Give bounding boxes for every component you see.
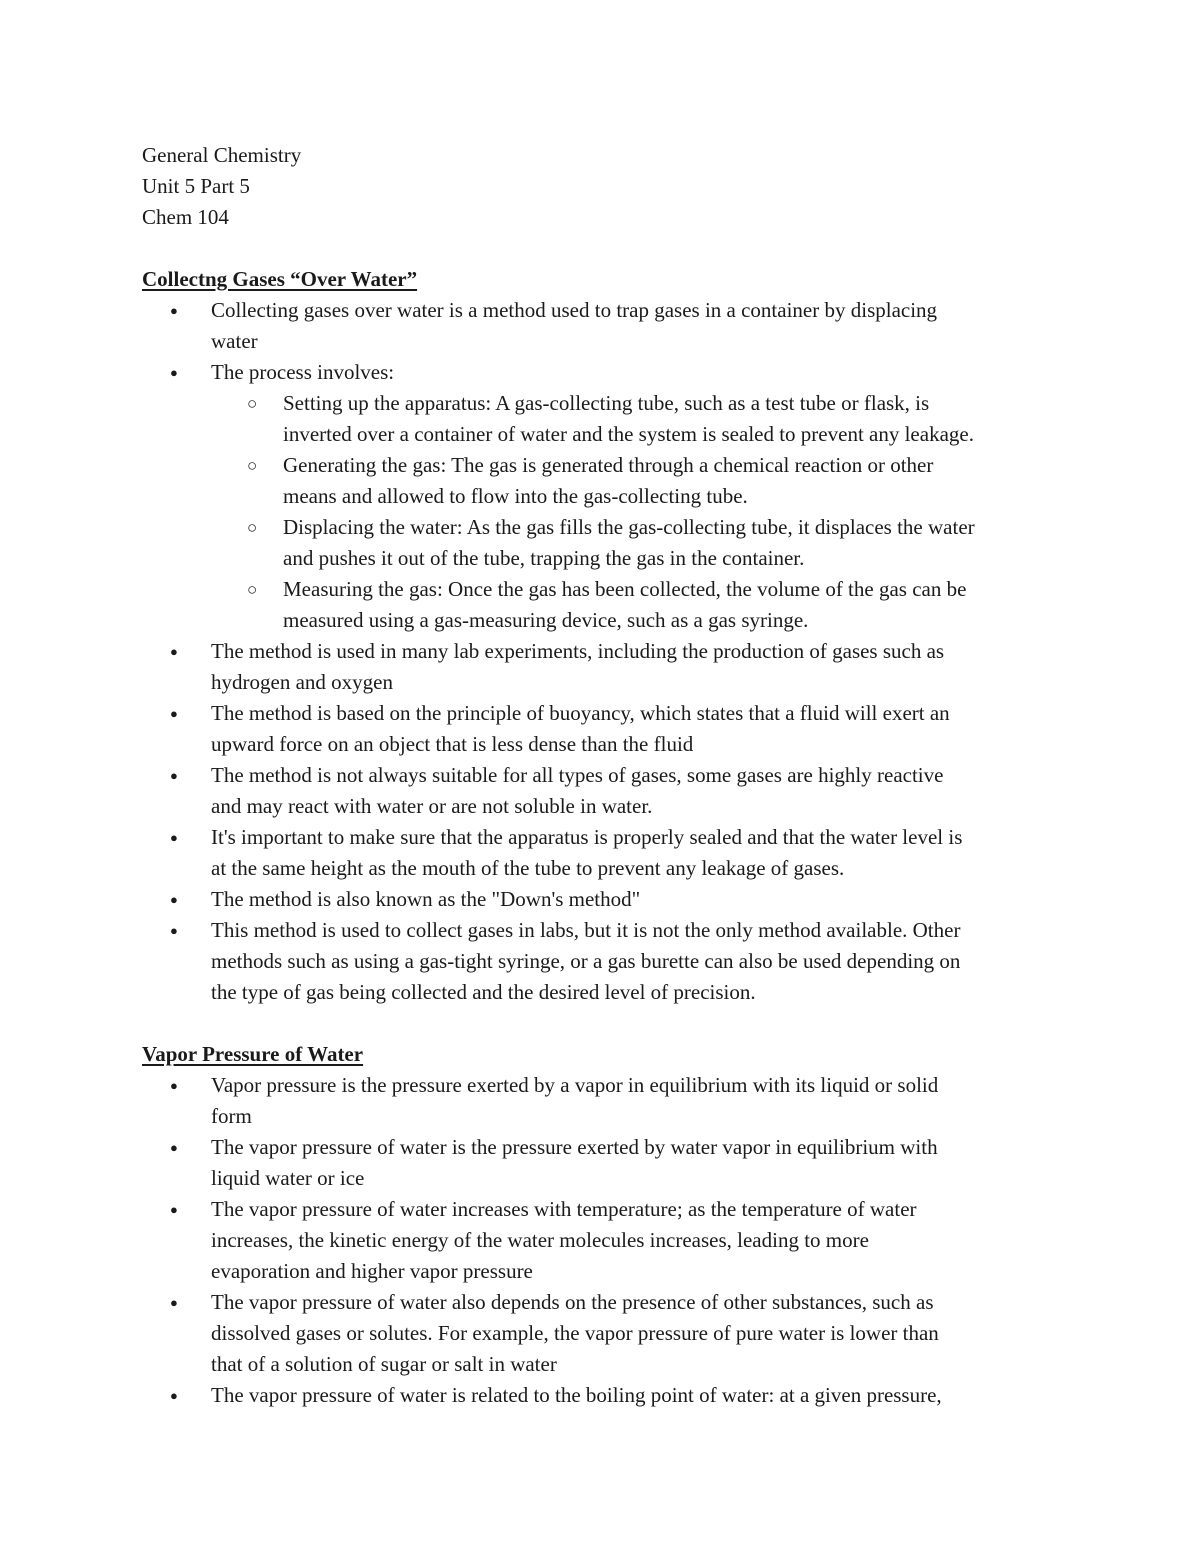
- item-text-line: Setting up the apparatus: A gas-collecting tube, such as a test tube or flask, is: [283, 391, 930, 415]
- list-item: [142, 295, 1072, 357]
- item-text-line: hydrogen and oxygen: [211, 670, 393, 694]
- list-item: [142, 915, 1072, 1008]
- bullet-icon: ●: [170, 1078, 178, 1093]
- item-text-line: dissolved gases or solutes. For example, the vapor pressure of pure water is lower than: [211, 1321, 939, 1345]
- bullet-icon: ●: [170, 644, 178, 659]
- sub-list-item: [142, 512, 1072, 574]
- item-text-line: inverted over a container of water and the system is sealed to prevent any leakage.: [283, 422, 974, 446]
- sub-list-item: [142, 450, 1072, 512]
- hollow-bullet-icon: ○: [247, 456, 258, 475]
- bullet-icon: ●: [170, 830, 178, 845]
- sub-list-item: [142, 388, 1072, 450]
- item-text-line: The vapor pressure of water is related to the boiling point of water: at a given pressure,: [211, 1383, 942, 1407]
- item-text-line: measured using a gas-measuring device, such as a gas syringe.: [283, 608, 809, 632]
- item-text-line: The method is used in many lab experiments, including the production of gases such as: [211, 639, 945, 663]
- list-item: [142, 698, 1072, 760]
- hollow-bullet-icon: ○: [247, 580, 258, 599]
- course-code: Chem 104: [142, 205, 229, 229]
- section: [142, 264, 1072, 1039]
- item-text-line: Collecting gases over water is a method used to trap gases in a container by displacing: [211, 298, 938, 322]
- list-item: [142, 636, 1072, 698]
- item-text-line: water: [211, 329, 258, 353]
- bullet-icon: ●: [170, 768, 178, 783]
- list-item: [142, 884, 1072, 915]
- item-text-line: The process involves:: [211, 360, 395, 384]
- bullet-icon: ●: [170, 892, 178, 907]
- list-item: [142, 760, 1072, 822]
- item-text-line: and pushes it out of the tube, trapping the gas in the container.: [283, 546, 805, 570]
- bullet-icon: ●: [170, 1388, 178, 1403]
- item-text-line: evaporation and higher vapor pressure: [211, 1259, 533, 1283]
- item-text-line: liquid water or ice: [211, 1166, 365, 1190]
- bullet-icon: ●: [170, 303, 178, 318]
- document-page: [142, 140, 1072, 1411]
- item-text-line: upward force on an object that is less dense than the fluid: [211, 732, 694, 756]
- hollow-bullet-icon: ○: [247, 394, 258, 413]
- spacer: [142, 1008, 1072, 1039]
- list-item: [142, 1287, 1072, 1380]
- item-text-line: This method is used to collect gases in labs, but it is not the only method available. Other: [211, 918, 961, 942]
- item-text-line: It's important to make sure that the apparatus is properly sealed and that the water level is: [211, 825, 963, 849]
- item-text-line: The vapor pressure of water increases with temperature; as the temperature of water: [211, 1197, 917, 1221]
- bullet-icon: ●: [170, 923, 178, 938]
- bullet-icon: ●: [170, 1295, 178, 1310]
- item-text-line: methods such as using a gas-tight syringe, or a gas burette can also be used depending on: [211, 949, 961, 973]
- item-text-line: that of a solution of sugar or salt in water: [211, 1352, 557, 1376]
- item-text-line: Vapor pressure is the pressure exerted by a vapor in equilibrium with its liquid or solid: [211, 1073, 939, 1097]
- item-text-line: form: [211, 1104, 252, 1128]
- list-item: [142, 1070, 1072, 1132]
- unit-label: Unit 5 Part 5: [142, 174, 250, 198]
- sections-container: [142, 264, 1072, 1411]
- item-text-line: The method is based on the principle of buoyancy, which states that a fluid will exert an: [211, 701, 950, 725]
- list-item: [142, 1194, 1072, 1287]
- course-title: General Chemistry: [142, 143, 302, 167]
- item-text-line: The vapor pressure of water also depends on the presence of other substances, such as: [211, 1290, 934, 1314]
- bullet-list: [142, 295, 1072, 1008]
- item-text-line: Generating the gas: The gas is generated through a chemical reaction or other: [283, 453, 934, 477]
- bullet-icon: ●: [170, 1202, 178, 1217]
- bullet-icon: ●: [170, 1140, 178, 1155]
- section-heading: Collectng Gases “Over Water”: [142, 267, 418, 291]
- item-text-line: Measuring the gas: Once the gas has been collected, the volume of the gas can be: [283, 577, 967, 601]
- list-item: [142, 1132, 1072, 1194]
- item-text-line: The method is not always suitable for all types of gases, some gases are highly reactive: [211, 763, 944, 787]
- hollow-bullet-icon: ○: [247, 518, 258, 537]
- bullet-list: [142, 1070, 1072, 1411]
- section: [142, 1039, 1072, 1411]
- item-text-line: and may react with water or are not soluble in water.: [211, 794, 653, 818]
- list-item: [142, 1380, 1072, 1411]
- item-text-line: Displacing the water: As the gas fills the gas-collecting tube, it displaces the water: [283, 515, 975, 539]
- item-text-line: the type of gas being collected and the desired level of precision.: [211, 980, 756, 1004]
- bullet-icon: ●: [170, 706, 178, 721]
- section-heading: Vapor Pressure of Water: [142, 1042, 364, 1066]
- list-item: [142, 357, 1072, 388]
- item-text-line: increases, the kinetic energy of the water molecules increases, leading to more: [211, 1228, 869, 1252]
- spacer: [142, 233, 1072, 264]
- item-text-line: The vapor pressure of water is the pressure exerted by water vapor in equilibrium with: [211, 1135, 938, 1159]
- item-text-line: at the same height as the mouth of the tube to prevent any leakage of gases.: [211, 856, 845, 880]
- item-text-line: means and allowed to flow into the gas-collecting tube.: [283, 484, 748, 508]
- bullet-icon: ●: [170, 365, 178, 380]
- item-text-line: The method is also known as the "Down's method": [211, 887, 641, 911]
- list-item: [142, 822, 1072, 884]
- sub-list-item: [142, 574, 1072, 636]
